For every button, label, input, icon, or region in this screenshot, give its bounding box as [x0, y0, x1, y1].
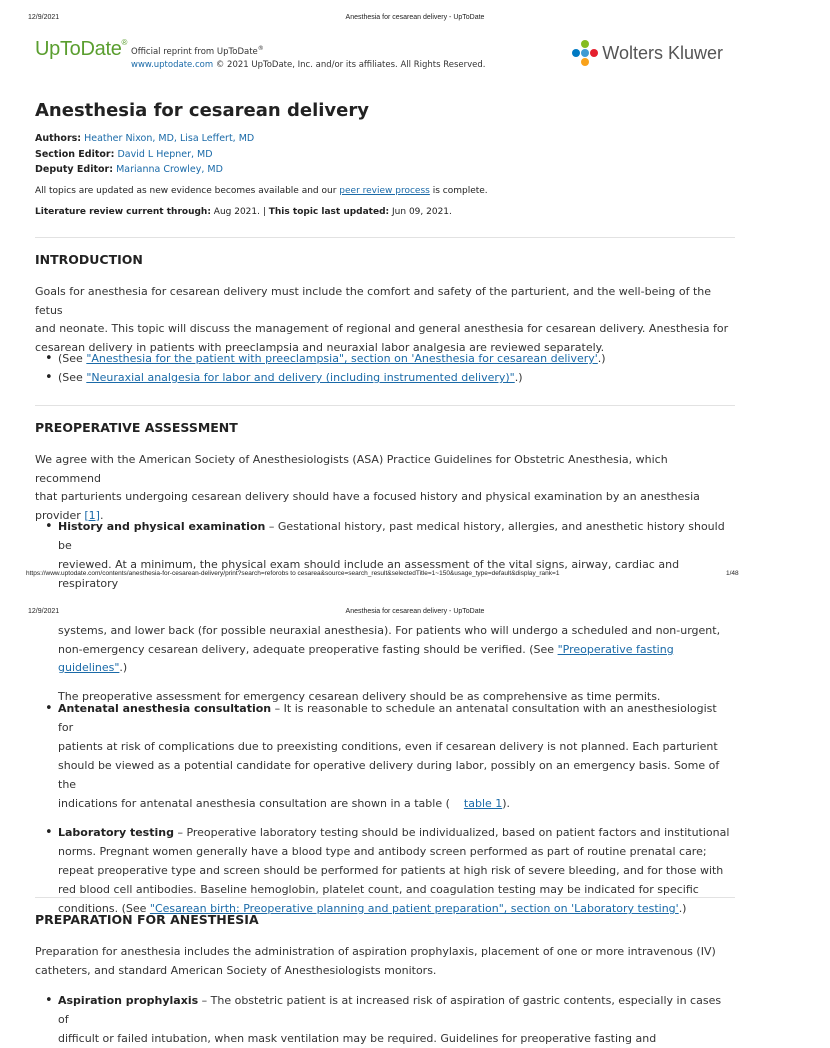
preop-list-page1	[45, 517, 735, 593]
table-1-link[interactable]: table 1	[463, 797, 503, 810]
print-url: https://www.uptodate.com/contents/anesthesia-for-cesarean-delivery/print?search=reforobs to cesarea&source=search_result&selectedTitle=1~150&usage_type=default&display_rank=1	[26, 570, 560, 577]
list-item: • History and physical examination – Gestational history, past medical history, allergies, and anesthetic history should be reviewed. At a minimum, the physical exam should include an assessment of the vital signs, airway, cardiac and respiratory	[45, 517, 735, 593]
section-editor-link[interactable]: David L Hepner, MD	[117, 148, 213, 160]
authors-link[interactable]: Heather Nixon, MD, Lisa Leffert, MD	[84, 133, 255, 144]
list-item: • (See "Neuraxial analgesia for labor and delivery (including instrumented delivery)".)	[45, 368, 735, 387]
print-title: Anesthesia for cesarean delivery - UpToDate	[345, 14, 485, 21]
list-item: • Aspiration prophylaxis – The obstetric patient is at increased risk of aspiration of gastric contents, especially in cases of difficult or failed intubation, when mask ventilation may be required. Guidelines for preoperative fasting and	[45, 991, 735, 1048]
list-item: • Laboratory testing – Preoperative laboratory testing should be individualized, based on patient factors and institutional norms. Pregnant women generally have a blood type and antibody screen performed as part of routine prenatal care; repeat preoperative type and screen should be performed for patients at high risk of severe bleeding, and for those with red blood cell antibodies. Baseline hemoglobin, platelet count, and coagulation testing may be indicated for specific conditions. (See "Cesarean birth: Preoperative planning and patient preparation", section on 'Laboratory testing'.)	[45, 823, 735, 918]
uptodate-logo: UpToDate®	[35, 38, 128, 60]
article-meta: Authors: Heather Nixon, MD, Lisa Leffert, MD Section Editor: David L Hepner, MD Deputy Editor: Marianna Crowley, MD All topics are updated as new evidence becomes available and our peer review process is complete. Literature review current through: Aug 2021. | This topic last updated: Jun 09, 2021.	[35, 133, 488, 217]
section-heading-introduction: INTRODUCTION	[35, 252, 143, 267]
list-item: • Antenatal anesthesia consultation – It is reasonable to schedule an antenatal consultation with an anesthesiologist for patients at risk of complications due to preexisting conditions, even if cesarean delivery is not planned. Each parturient should be viewed as a potential candidate for operative delivery during labor, possibly on an emergency basis. Some of the indications for antenatal anesthesia consultation are shown in a table ( table 1).	[45, 699, 735, 813]
brand-bar	[35, 38, 733, 70]
cesarean-lab-testing-link[interactable]: "Cesarean birth: Preoperative planning and patient preparation", section on 'Laboratory testing'	[149, 902, 679, 915]
intro-paragraph: Goals for anesthesia for cesarean delivery must include the comfort and safety of the parturient, and the well-being of the fetus and neonate. This topic will discuss the management of regional and general anesthesia for cesarean delivery. Anesthesia for cesarean delivery in patients with preeclampsia and neuraxial labor analgesia are reviewed separately.	[35, 285, 729, 354]
divider	[35, 897, 735, 898]
wolters-kluwer-mark-icon	[572, 40, 598, 66]
emergency-note: The preoperative assessment for emergency cesarean delivery should be as comprehensive as time permits.	[58, 689, 661, 703]
uptodate-site-link[interactable]: www.uptodate.com	[131, 59, 214, 70]
section-heading-preparation: PREPARATION FOR ANESTHESIA	[35, 912, 259, 927]
wolters-kluwer-logo: Wolters Kluwer	[572, 40, 723, 66]
preeclampsia-link[interactable]: "Anesthesia for the patient with preeclampsia", section on 'Anesthesia for cesarean delivery'	[86, 352, 598, 365]
print-date: 12/9/2021	[28, 608, 60, 615]
reference-1-link[interactable]: [1]	[84, 508, 100, 522]
print-date: 12/9/2021	[28, 14, 60, 21]
preop-paragraph: We agree with the American Society of Anesthesiologists (ASA) Practice Guidelines for Obstetric Anesthesia, which recommend that parturients undergoing cesarean delivery should have a focused history and physical examination by an anesthesia provider [1].	[35, 453, 700, 522]
print-title: Anesthesia for cesarean delivery - UpToDate	[345, 608, 485, 615]
list-item: • (See "Anesthesia for the patient with preeclampsia", section on 'Anesthesia for cesarean delivery'.)	[45, 349, 735, 368]
page-number: 1/48	[726, 570, 739, 577]
prep-paragraph: Preparation for anesthesia includes the administration of aspiration prophylaxis, placement of one or more intravenous (IV) catheters, and standard American Society of Anesthesiologists monitors.	[35, 945, 716, 977]
prep-list	[45, 991, 735, 1048]
history-continued: systems, and lower back (for possible neuraxial anesthesia). For patients who will undergo a scheduled and non-urgent, non-emergency cesarean delivery, adequate preoperative fasting should be verified. (See "Preoperative fasting guidelines".) The preoperative assessment for emergency cesarean delivery should be as comprehensive as time permits.	[58, 622, 738, 706]
fasting-guidelines-link[interactable]: "Preoperative fasting guidelines"	[58, 642, 674, 674]
preop-list-page2	[45, 699, 735, 918]
deputy-editor-link[interactable]: Marianna Crowley, MD	[116, 164, 223, 175]
peer-review-link[interactable]: peer review process	[339, 185, 430, 196]
section-heading-preoperative: PREOPERATIVE ASSESSMENT	[35, 420, 238, 435]
intro-see-list	[45, 349, 735, 387]
divider	[35, 405, 735, 406]
divider	[35, 237, 735, 238]
neuraxial-analgesia-link[interactable]: "Neuraxial analgesia for labor and delivery (including instrumented delivery)"	[86, 371, 515, 384]
reprint-notice: Official reprint from UpToDate® www.uptodate.com © 2021 UpToDate, Inc. and/or its affiliates. All Rights Reserved.	[131, 45, 486, 70]
article-title: Anesthesia for cesarean delivery	[35, 100, 369, 121]
